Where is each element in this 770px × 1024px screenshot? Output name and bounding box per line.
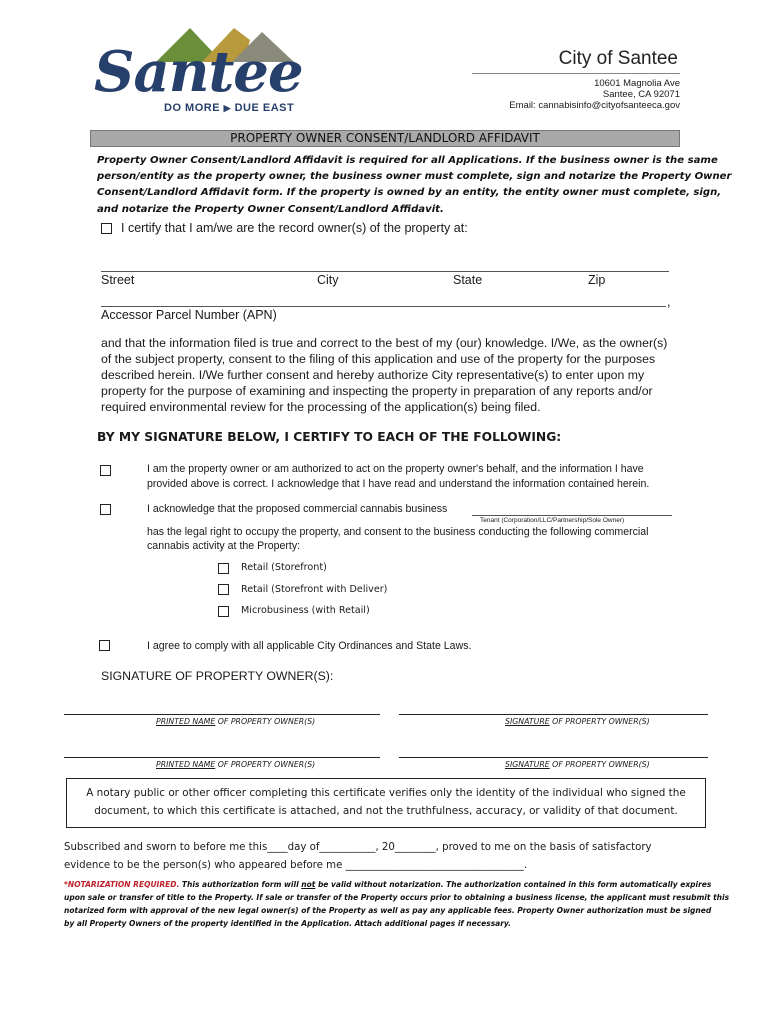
logo-tagline [164, 102, 294, 114]
caption-underlined: SIGNATURE [505, 760, 550, 769]
sworn-line-1: Subscribed and sworn to before me this____day of___________, 20________, proved to me on the basis of satisfactory [64, 842, 652, 853]
intro-line: Property Owner Consent/Landlord Affidavit is required for all Applications. If the business owner is the same [97, 155, 718, 166]
email-line: Email: cannabisinfo@cityofsanteeca.gov [509, 100, 680, 111]
tagline-right: DUE EAST [234, 102, 295, 114]
notarization-required-label: *NOTARIZATION REQUIRED. [64, 880, 180, 889]
footnote-line: by all Property Owners of the property identified in the Application. Attach additional pages if necessary. [64, 919, 511, 928]
notarization-footnote [64, 878, 730, 930]
caption-rest: OF PROPERTY OWNER(S) [549, 717, 650, 726]
tenant-input-line[interactable] [472, 515, 672, 516]
retail-storefront-checkbox[interactable] [218, 563, 229, 574]
intro-line: Consent/Landlord Affidavit form. If the property is owned by an entity, the entity owner must complete, sign, [97, 187, 722, 199]
notary-box [66, 778, 706, 828]
footnote-line: notarized form with approval of the new legal owner(s) of the Property as well as pay any applicable fees. Property Owner authorization must be signed [64, 906, 712, 915]
certify-heading: BY MY SIGNATURE BELOW, I CERTIFY TO EACH OF THE FOLLOWING: [97, 430, 562, 444]
apn-label: Accessor Parcel Number (APN) [101, 308, 277, 322]
consent-paragraph [101, 336, 691, 416]
retail-delivery-checkbox[interactable] [218, 584, 229, 595]
tagline-left: DO MORE [164, 102, 221, 114]
consent-line: property for the purpose of examining and inspecting the property in preparation of any reports and/or [101, 383, 653, 398]
signature-line-2[interactable] [399, 757, 708, 758]
form-title: PROPERTY OWNER CONSENT/LANDLORD AFFIDAVIT [230, 131, 540, 145]
caption-rest: OF PROPERTY OWNER(S) [215, 717, 316, 726]
footnote-line: upon sale or transfer of title to the Property. If sale or transfer of the Property occurs prior to obtaining a business license, the applicant must resubmit this [64, 893, 730, 902]
printed-name-line-2[interactable] [64, 757, 380, 758]
zip-label: Zip [588, 273, 606, 287]
notary-line: document, to which this certificate is attached, and not the truthfulness, accuracy, or validity of that document. [94, 805, 678, 817]
signature-line-1[interactable] [399, 714, 708, 715]
microbusiness-label: Microbusiness (with Retail) [241, 605, 370, 616]
microbusiness-checkbox[interactable] [218, 606, 229, 617]
sworn-line-2: evidence to be the person(s) who appeared before me ___________________________________. [64, 860, 528, 871]
printed-name-line-1[interactable] [64, 714, 380, 715]
form-title-banner [90, 130, 680, 147]
logo-wordmark: Santee [94, 39, 303, 105]
item2-line1: I acknowledge that the proposed commercial cannabis business [147, 503, 448, 515]
page-title: City of Santee [558, 48, 678, 69]
tenant-caption: Tenant (Corporation/LLC/Partnership/Sole Owner) [480, 517, 625, 524]
item2-line: has the legal right to occupy the property, and consent to the business conducting the following commercial [147, 526, 649, 538]
address-input-line[interactable] [101, 271, 669, 272]
apn-input-line[interactable] [101, 306, 666, 307]
item2-line: cannabis activity at the Property: [147, 540, 301, 552]
footnote-not: not [301, 880, 316, 889]
comply-checkbox[interactable] [99, 640, 110, 651]
address-line1: 10601 Magnolia Ave [594, 78, 680, 89]
city-logo [94, 22, 304, 117]
caption-underlined: SIGNATURE [505, 717, 550, 726]
printed-name-caption [156, 760, 315, 769]
item2-text [147, 525, 649, 553]
caption-rest: OF PROPERTY OWNER(S) [215, 760, 316, 769]
retail-storefront-label: Retail (Storefront) [241, 562, 327, 573]
item1-line: I am the property owner or am authorized to act on the property owner's behalf, and the information I have [147, 463, 644, 475]
address-line2: Santee, CA 92071 [602, 89, 680, 100]
intro-paragraph [97, 153, 732, 218]
item1-line: provided above is correct. I acknowledge that I have read and understand the information contained herein. [147, 478, 650, 490]
arrow-right-icon: ▶ [223, 103, 232, 113]
city-label: City [317, 273, 339, 287]
retail-delivery-label: Retail (Storefront with Deliver) [241, 584, 388, 595]
footnote-line [64, 878, 714, 891]
street-label: Street [101, 273, 135, 287]
footnote-text: This authorization form will [179, 880, 302, 889]
owner-authorized-checkbox[interactable] [100, 465, 111, 476]
caption-underlined: PRINTED NAME [156, 717, 216, 726]
item1-text [147, 462, 649, 492]
header-divider [472, 73, 680, 74]
comply-label: I agree to comply with all applicable City Ordinances and State Laws. [147, 640, 472, 652]
caption-underlined: PRINTED NAME [156, 760, 216, 769]
apn-comma: , [667, 295, 671, 309]
tenant-ack-checkbox[interactable] [100, 504, 111, 515]
consent-line: of the subject property, consent to the filing of this application and use of the property for the purposes [101, 351, 656, 366]
notary-line: A notary public or other officer completing this certificate verifies only the identity of the individual who signed the [86, 787, 686, 799]
consent-line: described herein. I/We further consent and hereby authorize City representative(s) to enter upon my [101, 367, 645, 382]
consent-line: and that the information filed is true and correct to the best of my (our) knowledge. I/We, as the owner(s) [101, 336, 668, 350]
footnote-text: be valid without notarization. The authorization contained in this form automatically expires [315, 880, 712, 889]
consent-line: required environmental review for the processing of the application(s) being filed. [101, 399, 541, 414]
printed-name-caption [156, 717, 315, 726]
intro-line: person/entity as the property owner, the business owner must complete, sign and notarize the Property Owner [97, 171, 732, 183]
signature-caption [505, 760, 650, 769]
state-label: State [453, 273, 483, 287]
certify-label: I certify that I am/we are the record owner(s) of the property at: [121, 221, 468, 235]
signature-caption [505, 717, 650, 726]
caption-rest: OF PROPERTY OWNER(S) [549, 760, 650, 769]
intro-line: and notarize the Property Owner Consent/Landlord Affidavit. [97, 203, 444, 215]
signature-heading: SIGNATURE OF PROPERTY OWNER(S): [101, 669, 334, 683]
certify-checkbox[interactable] [101, 223, 112, 234]
